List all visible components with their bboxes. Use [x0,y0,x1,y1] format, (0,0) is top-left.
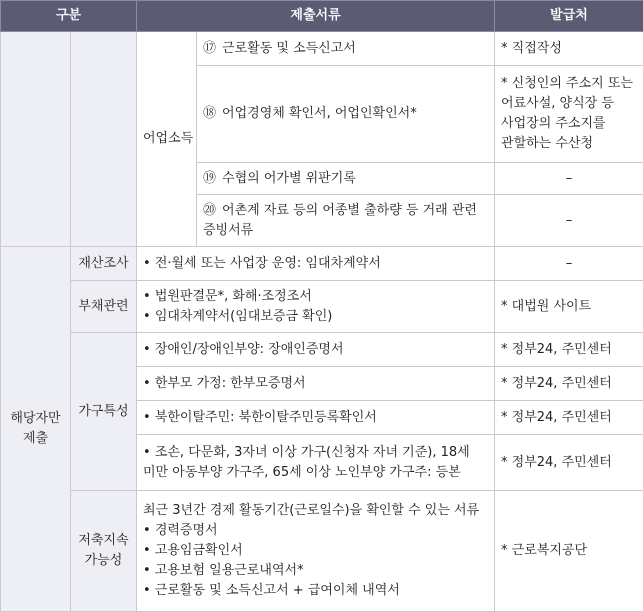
business-income-label: 어업소득 [137,32,197,247]
document-text: 한부모 가정: 한부모증명서 [154,375,306,391]
household-label: 가구특성 [71,333,137,491]
item-number: ⑲ [203,170,217,186]
bullet-icon: • [143,255,151,271]
bullet-icon: • [143,375,151,391]
issuer-cell: – [495,247,643,281]
document-cell [137,367,495,401]
list-item: • 근로활동 및 소득신고서 + 급여이체 내역서 [143,583,400,598]
issuer-cell: * 직접작성 [495,32,643,66]
header-documents: 제출서류 [137,1,495,32]
issuer-cell: * 정부24, 주민센터 [495,435,643,491]
item-number: ⑳ [203,202,217,218]
item-number: ⑱ [203,106,217,121]
document-text: 어촌계 자료 등의 어종별 출하량 등 거래 관련 증빙서류 [203,202,477,238]
header-row [1,1,643,32]
issuer-cell: – [495,163,643,195]
document-list [143,521,488,601]
document-text: 전·월세 또는 사업장 운영: 임대차계약서 [154,255,381,271]
bullet-icon: • [143,523,151,538]
bullet-icon: • [143,543,151,558]
list-item: • 법원판결문*, 화해·조정조서 [143,288,312,304]
issuer-cell: * 신청인의 주소지 또는 어료사설, 양식장 등 사업장의 주소지를 관할하는 수산청 [495,66,643,163]
subcategory-blank-cell [71,32,137,247]
applicable-only-label: 해당자만 제출 [1,247,71,612]
table-row [1,333,643,367]
issuer-cell: * 근로복지공단 [495,491,643,612]
issuer-cell: * 정부24, 주민센터 [495,367,643,401]
bullet-icon: • [143,563,151,578]
document-text: 근로활동 및 소득신고서 [222,40,356,56]
document-text: 어업경영체 확인서, 어업인확인서* [222,106,417,121]
document-text: 조손, 다문화, 3자녀 이상 가구(신청자 자녀 기준), 18세 미만 아동부양 가구주, 65세 이상 노인부양 가구주: 등본 [143,444,470,480]
document-cell [137,435,495,491]
list-item: • 고용임금확인서 [143,543,243,558]
document-cell [137,491,495,612]
document-cell [137,333,495,367]
header-issuer: 발급처 [495,1,643,32]
debt-label: 부채관련 [71,281,137,333]
document-cell [197,32,495,66]
bullet-icon: • [143,288,151,304]
document-cell [197,66,495,163]
bullet-icon: • [143,444,151,460]
bullet-icon: • [143,308,151,324]
list-item: • 임대차계약서(임대보증금 확인) [143,308,333,324]
bullet-icon: • [143,583,151,598]
item-number: ⑰ [203,40,217,56]
bullet-icon: • [143,409,151,425]
document-cell [197,163,495,195]
document-text: 장애인/장애인부양: 장애인증명서 [154,341,344,357]
issuer-cell: * 대법원 사이트 [495,281,643,333]
savings-lead-text: 최근 3년간 경제 활동기간(근로일수)을 확인할 수 있는 서류 [143,503,480,518]
table-row [1,247,643,281]
property-label: 재산조사 [71,247,137,281]
document-text: 수협의 어가별 위판기록 [222,170,356,186]
issuer-cell: * 정부24, 주민센터 [495,333,643,367]
document-text: 북한이탈주민: 북한이탈주민등록확인서 [154,409,377,425]
issuer-cell: * 정부24, 주민센터 [495,401,643,435]
header-category: 구분 [1,1,137,32]
document-cell [137,247,495,281]
document-cell [197,195,495,247]
list-item: • 고용보험 일용근로내역서* [143,563,304,578]
document-list [143,287,488,327]
table-row [1,491,643,612]
list-item: • 경력증명서 [143,523,218,538]
issuer-cell: – [495,195,643,247]
savings-label: 저축지속 가능성 [71,491,137,612]
table-row [1,281,643,333]
table-row [1,32,643,66]
document-cell [137,281,495,333]
category-blank-cell [1,32,71,247]
bullet-icon: • [143,341,151,357]
document-cell [137,401,495,435]
